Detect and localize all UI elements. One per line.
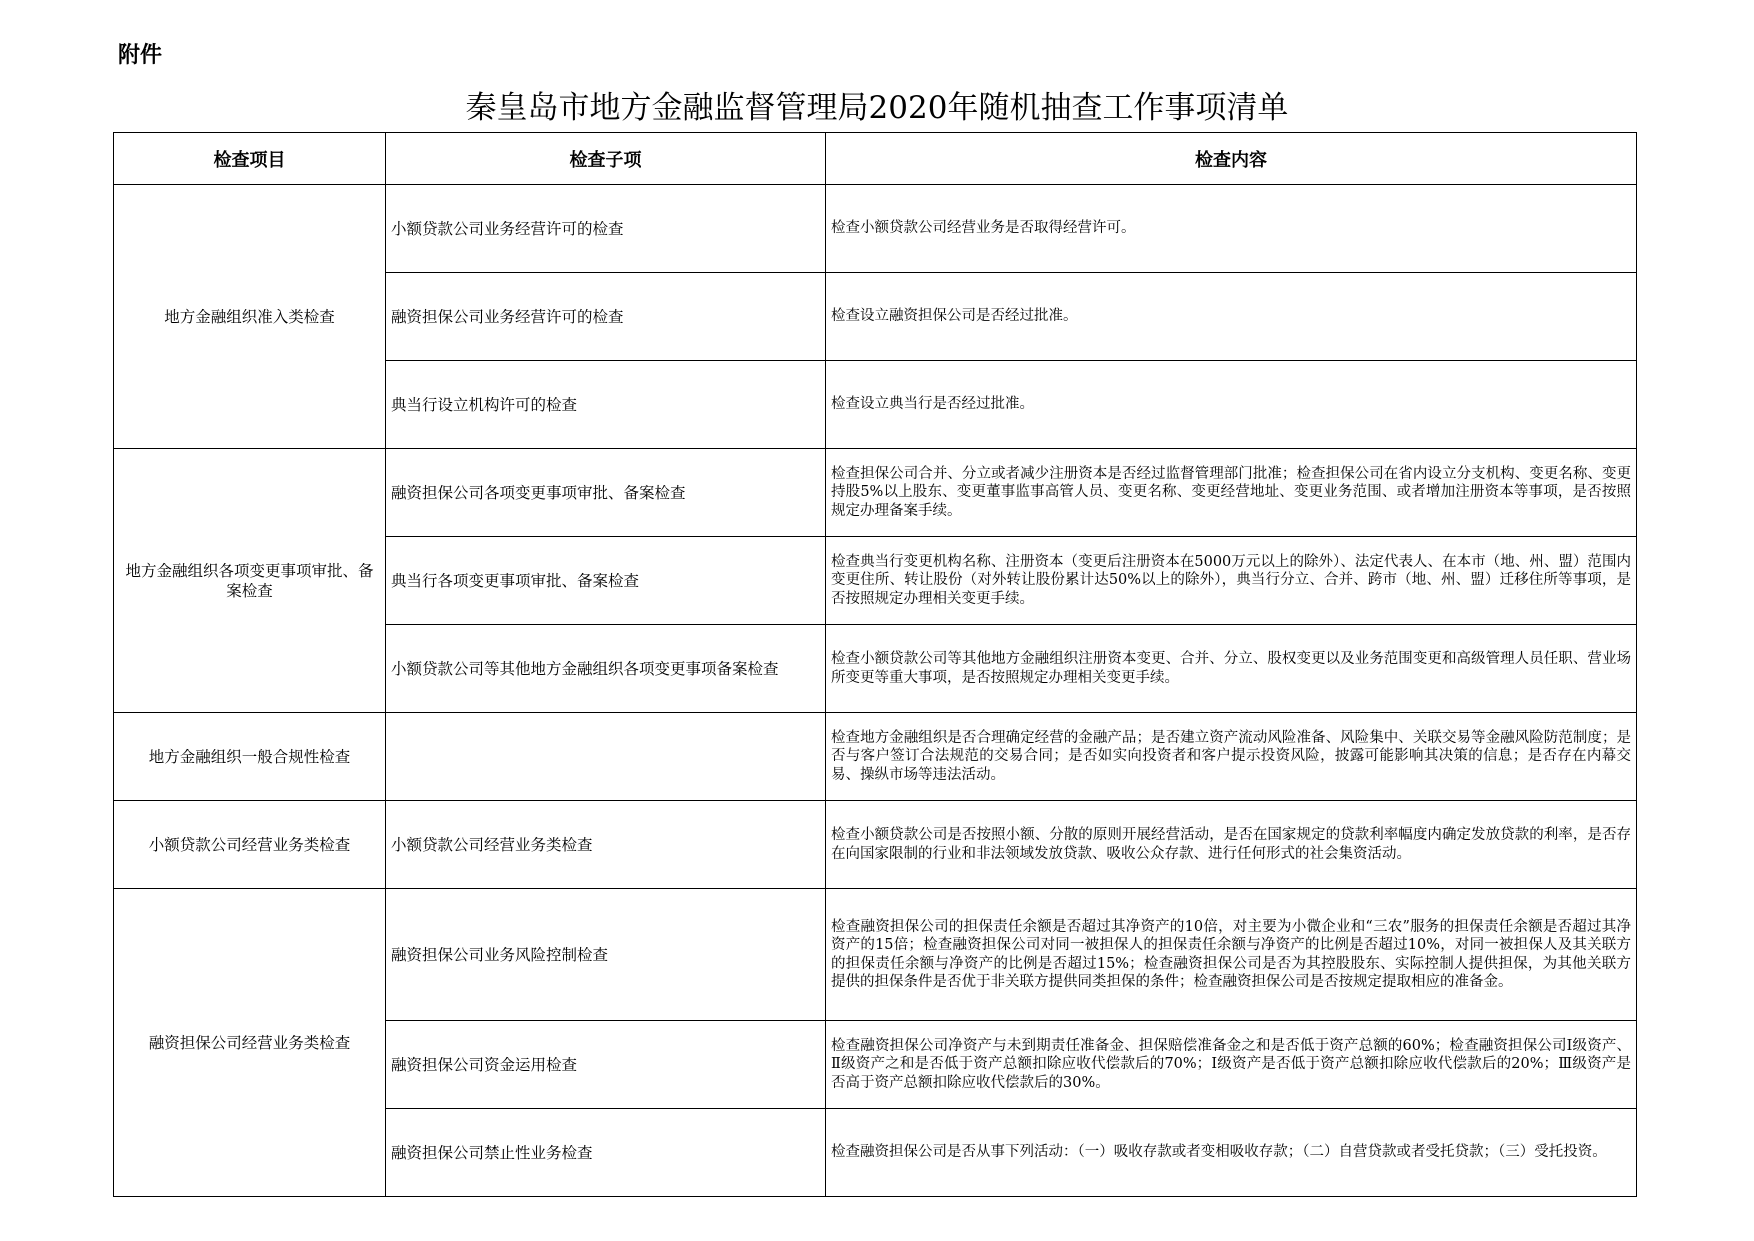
item-cell: 融资担保公司经营业务类检查	[114, 889, 386, 1197]
sub-cell: 融资担保公司业务风险控制检查	[386, 889, 826, 1021]
sub-cell	[386, 713, 826, 801]
item-cell: 小额贷款公司经营业务类检查	[114, 801, 386, 889]
table-row	[114, 889, 1637, 1021]
sub-cell: 小额贷款公司业务经营许可的检查	[386, 185, 826, 273]
content-cell: 检查典当行变更机构名称、注册资本（变更后注册资本在5000万元以上的除外）、法定代表人、在本市（地、州、盟）范围内变更住所、转让股份（对外转让股份累计达50%以上的除外），典当行分立、合并、跨市（地、州、盟）迁移住所等事项，是否按照规定办理相关变更手续。	[826, 537, 1637, 625]
content-cell: 检查小额贷款公司是否按照小额、分散的原则开展经营活动，是否在国家规定的贷款利率幅度内确定发放贷款的利率，是否存在向国家限制的行业和非法领域发放贷款、吸收公众存款、进行任何形式的社会集资活动。	[826, 801, 1637, 889]
header-item: 检查项目	[114, 133, 386, 185]
table-row	[114, 185, 1637, 273]
sub-cell: 小额贷款公司经营业务类检查	[386, 801, 826, 889]
table-header-row	[114, 133, 1637, 185]
inspection-table	[113, 132, 1637, 1197]
content-cell: 检查融资担保公司是否从事下列活动：（一）吸收存款或者变相吸收存款；（二）自营贷款或者受托贷款；（三）受托投资。	[826, 1109, 1637, 1197]
sub-cell: 典当行各项变更事项审批、备案检查	[386, 537, 826, 625]
sub-cell: 小额贷款公司等其他地方金融组织各项变更事项备案检查	[386, 625, 826, 713]
sub-cell: 融资担保公司禁止性业务检查	[386, 1109, 826, 1197]
content-cell: 检查小额贷款公司经营业务是否取得经营许可。	[826, 185, 1637, 273]
header-content: 检查内容	[826, 133, 1637, 185]
content-cell: 检查担保公司合并、分立或者减少注册资本是否经过监督管理部门批准；检查担保公司在省内设立分支机构、变更名称、变更持股5%以上股东、变更董事监事高管人员、变更名称、变更经营地址、变更业务范围、或者增加注册资本等事项，是否按照规定办理备案手续。	[826, 449, 1637, 537]
table-row	[114, 449, 1637, 537]
header-sub: 检查子项	[386, 133, 826, 185]
item-cell: 地方金融组织各项变更事项审批、备案检查	[114, 449, 386, 713]
item-cell: 地方金融组织一般合规性检查	[114, 713, 386, 801]
content-cell: 检查融资担保公司净资产与未到期责任准备金、担保赔偿准备金之和是否低于资产总额的60%；检查融资担保公司Ⅰ级资产、Ⅱ级资产之和是否低于资产总额扣除应收代偿款后的70%；Ⅰ级资产是否低于资产总额扣除应收代偿款后的20%；Ⅲ级资产是否高于资产总额扣除应收代偿款后的30%。	[826, 1021, 1637, 1109]
sub-cell: 融资担保公司业务经营许可的检查	[386, 273, 826, 361]
item-cell: 地方金融组织准入类检查	[114, 185, 386, 449]
content-cell: 检查设立融资担保公司是否经过批准。	[826, 273, 1637, 361]
content-cell: 检查小额贷款公司等其他地方金融组织注册资本变更、合并、分立、股权变更以及业务范围变更和高级管理人员任职、营业场所变更等重大事项，是否按照规定办理相关变更手续。	[826, 625, 1637, 713]
content-cell: 检查融资担保公司的担保责任余额是否超过其净资产的10倍，对主要为小微企业和“三农”服务的担保责任余额是否超过其净资产的15倍；检查融资担保公司对同一被担保人的担保责任余额与净资产的比例是否超过10%，对同一被担保人及其关联方的担保责任余额与净资产的比例是否超过15%；检查融资担保公司是否为其控股股东、实际控制人提供担保，为其他关联方提供的担保条件是否优于非关联方提供同类担保的条件；检查融资担保公司是否按规定提取相应的准备金。	[826, 889, 1637, 1021]
table-row	[114, 801, 1637, 889]
attachment-label: 附件	[118, 43, 163, 68]
sub-cell: 融资担保公司资金运用检查	[386, 1021, 826, 1109]
content-cell: 检查地方金融组织是否合理确定经营的金融产品；是否建立资产流动风险准备、风险集中、关联交易等金融风险防范制度；是否与客户签订合法规范的交易合同；是否如实向投资者和客户提示投资风险，披露可能影响其决策的信息；是否存在内幕交易、操纵市场等违法活动。	[826, 713, 1637, 801]
page-title: 秦皇岛市地方金融监督管理局2020年随机抽查工作事项清单	[465, 90, 1289, 126]
sub-cell: 典当行设立机构许可的检查	[386, 361, 826, 449]
content-cell: 检查设立典当行是否经过批准。	[826, 361, 1637, 449]
table-row	[114, 713, 1637, 801]
sub-cell: 融资担保公司各项变更事项审批、备案检查	[386, 449, 826, 537]
